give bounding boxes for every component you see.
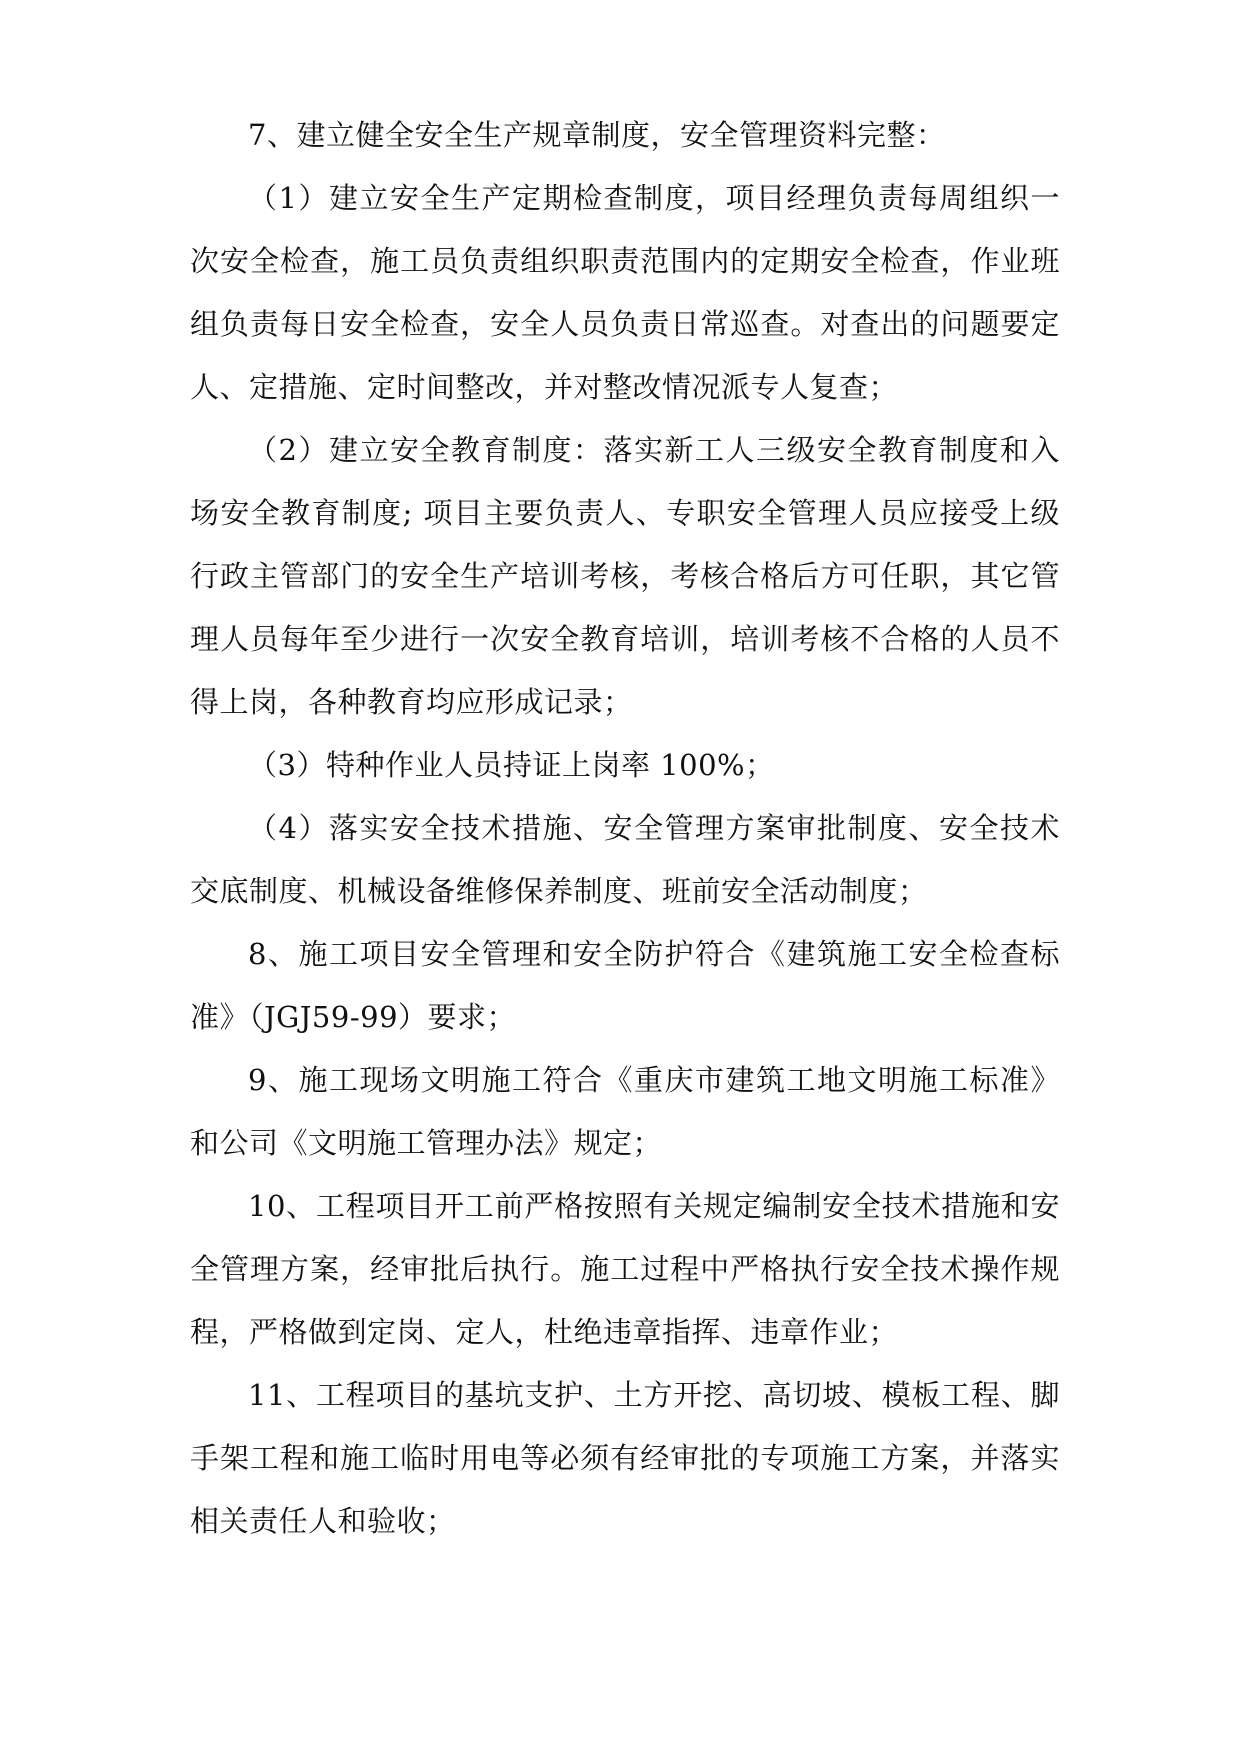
paragraph-subitem-4: （4）落实安全技术措施、安全管理方案审批制度、安全技术交底制度、机械设备维修保养制度、班前安全活动制度； [190, 811, 1060, 908]
paragraph-subitem-1: （1）建立安全生产定期检查制度，项目经理负责每周组织一次安全检查，施工员负责组织职责范围内的定期安全检查，作业班组负责每日安全检查，安全人员负责日常巡查。对查出的问题要定人、定措施、定时间整改，并对整改情况派专人复查； [190, 181, 1060, 404]
paragraph-item-8: 8、施工项目安全管理和安全防护符合《建筑施工安全检查标准》（JGJ59-99）要求； [190, 937, 1060, 1034]
paragraph-item-9: 9、施工现场文明施工符合《重庆市建筑工地文明施工标准》和公司《文明施工管理办法》规定； [190, 1063, 1060, 1160]
paragraph-item-10: 10、工程项目开工前严格按照有关规定编制安全技术措施和安全管理方案，经审批后执行。施工过程中严格执行安全技术操作规程，严格做到定岗、定人，杜绝违章指挥、违章作业； [190, 1189, 1060, 1349]
paragraph-subitem-3: （3）特种作业人员持证上岗率 100%； [248, 748, 775, 782]
paragraph-item-7: 7、建立健全安全生产规章制度，安全管理资料完整： [248, 118, 946, 152]
paragraph-item-11: 11、工程项目的基坑支护、土方开挖、高切坡、模板工程、脚手架工程和施工临时用电等必须有经审批的专项施工方案，并落实相关责任人和验收； [190, 1378, 1060, 1538]
document-body [190, 104, 1060, 1553]
paragraph-subitem-2: （2）建立安全教育制度：落实新工人三级安全教育制度和入场安全教育制度; 项目主要负责人、专职安全管理人员应接受上级行政主管部门的安全生产培训考核，考核合格后方可任职，其它管理人员每年至少进行一次安全教育培训，培训考核不合格的人员不得上岗，各种教育均应形成记录； [190, 433, 1060, 719]
